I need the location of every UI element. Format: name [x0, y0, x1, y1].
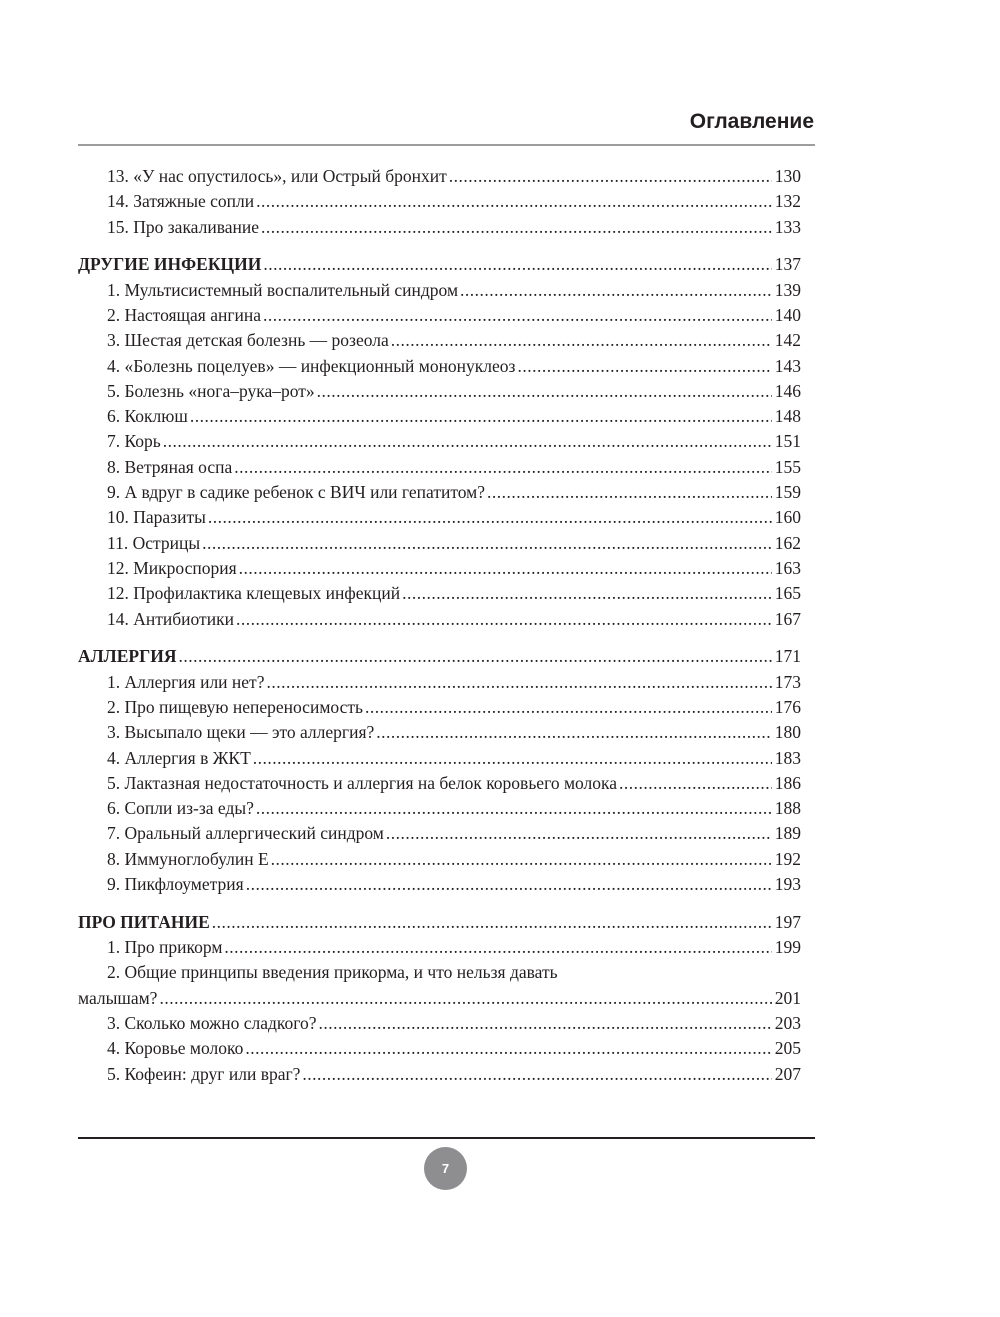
entry-page-number: 186 [774, 772, 801, 793]
toc-section [78, 644, 801, 897]
dot-leader [256, 796, 772, 821]
entry-title: 9. А вдруг в садике ребенок с ВИЧ или гепатитом? [107, 482, 486, 503]
entry-page-number: 193 [774, 874, 801, 895]
entry-title: 3. Высыпало щеки — это аллергия? [107, 722, 375, 743]
toc-entry[interactable] [78, 480, 801, 505]
toc-entry[interactable] [78, 821, 801, 846]
entry-page-number: 167 [774, 608, 801, 629]
toc-section [78, 164, 801, 240]
toc-entry[interactable] [78, 847, 801, 872]
toc-entry[interactable] [78, 303, 801, 328]
entry-title: 6. Сопли из-за еды? [107, 798, 254, 819]
entry-page-number: 171 [774, 646, 801, 667]
entry-page-number: 162 [774, 532, 801, 553]
dot-leader [263, 252, 771, 277]
entry-title: 14. Затяжные сопли [107, 191, 255, 212]
dot-leader [253, 746, 772, 771]
entry-page-number: 188 [774, 798, 801, 819]
footer-rule [78, 1137, 815, 1139]
entry-title: 12. Профилактика клещевых инфекций [107, 583, 401, 604]
dot-leader [376, 720, 771, 745]
dot-leader [517, 354, 771, 379]
entry-page-number: 165 [774, 583, 801, 604]
entry-title: 5. Кофеин: друг или враг? [107, 1063, 301, 1084]
dot-leader [208, 505, 772, 530]
entry-title: 8. Иммуноглобулин Е [107, 848, 269, 869]
toc-entry[interactable] [78, 455, 801, 480]
toc-entry[interactable] [78, 695, 801, 720]
dot-leader [460, 278, 772, 303]
entry-page-number: 137 [774, 254, 801, 275]
entry-page-number: 143 [774, 355, 801, 376]
toc-entry[interactable] [78, 960, 801, 985]
dot-leader [202, 531, 772, 556]
dot-leader [402, 581, 772, 606]
toc-entry[interactable] [78, 1036, 801, 1061]
entry-title: 4. Коровье молоко [107, 1038, 244, 1059]
entry-title: 11. Острицы [107, 532, 201, 553]
entry-page-number: 142 [774, 330, 801, 351]
entry-page-number: 132 [774, 191, 801, 212]
entry-title: 10. Паразиты [107, 507, 206, 528]
dot-leader [190, 404, 772, 429]
entry-title: 5. Лактазная недостаточность и аллергия на белок коровьего молока [107, 772, 618, 793]
entry-title: 1. Мультисистемный воспалительный синдром [107, 279, 459, 300]
toc-section-heading[interactable] [78, 910, 801, 935]
entry-page-number: 146 [774, 380, 801, 401]
dot-leader [236, 607, 772, 632]
entry-title: 3. Сколько можно сладкого? [107, 1013, 317, 1033]
entry-page-number: 199 [774, 937, 801, 958]
entry-title: 15. Про закаливание [107, 216, 259, 237]
toc-section [78, 252, 801, 631]
toc-entry[interactable] [78, 796, 801, 821]
dot-leader [239, 556, 772, 581]
toc-entry[interactable] [78, 556, 801, 581]
dot-leader [212, 910, 772, 935]
toc-entry[interactable] [78, 328, 801, 353]
toc-entry[interactable] [78, 278, 801, 303]
entry-title: 7. Оральный аллергический синдром [107, 823, 384, 844]
dot-leader [266, 670, 771, 695]
entry-title: 9. Пикфлоуметрия [107, 874, 244, 895]
toc-entry[interactable] [78, 746, 801, 771]
dot-leader [245, 1036, 771, 1061]
entry-page-number: 203 [774, 1013, 801, 1033]
entry-page-number: 207 [774, 1063, 801, 1084]
dot-leader [619, 771, 772, 796]
entry-page-number: 140 [774, 304, 801, 325]
entry-title: 2. Общие принципы введения прикорма, и что нельзя давать [107, 962, 558, 983]
header-rule [78, 144, 815, 146]
entry-page-number: 151 [774, 431, 801, 452]
toc-entry-continuation[interactable] [78, 986, 801, 1011]
entry-title: малышам? [78, 987, 158, 1008]
toc-entry[interactable] [78, 215, 801, 240]
entry-page-number: 180 [774, 722, 801, 743]
entry-page-number: 173 [774, 671, 801, 692]
entry-title: 12. Микроспория [107, 557, 237, 578]
dot-leader [261, 215, 772, 240]
toc-entry[interactable] [78, 720, 801, 745]
entry-page-number: 148 [774, 406, 801, 427]
entry-title: 14. Антибиотики [107, 608, 234, 629]
entry-page-number: 139 [774, 279, 801, 300]
entry-title: ДРУГИЕ ИНФЕКЦИИ [78, 254, 262, 275]
toc-entry[interactable] [78, 379, 801, 404]
dot-leader [224, 935, 771, 960]
entry-page-number: 205 [774, 1038, 801, 1059]
running-header-title: Оглавление [689, 110, 814, 133]
entry-title: ПРО ПИТАНИЕ [78, 911, 210, 932]
dot-leader [317, 379, 772, 404]
toc-entry[interactable] [78, 429, 801, 454]
toc-entry[interactable] [78, 771, 801, 796]
page-number-badge: 7 [424, 1147, 467, 1190]
dot-leader [302, 1062, 771, 1087]
entry-title: 3. Шестая детская болезнь — розеола [107, 330, 389, 351]
entry-title: 2. Настоящая ангина [107, 304, 262, 325]
entry-page-number: 130 [774, 166, 801, 186]
toc-entry[interactable] [78, 872, 801, 897]
entry-title: 4. «Болезнь поцелуев» — инфекционный мононуклеоз [107, 355, 516, 376]
dot-leader [386, 821, 772, 846]
dot-leader [178, 644, 771, 669]
entry-page-number: 201 [774, 987, 801, 1008]
dot-leader [449, 164, 772, 189]
dot-leader [319, 1011, 772, 1036]
toc-entry[interactable] [78, 607, 801, 632]
dot-leader [271, 847, 772, 872]
entry-page-number: 163 [774, 557, 801, 578]
entry-title: 2. Про пищевую непереносимость [107, 696, 363, 717]
toc-entry[interactable] [78, 1011, 801, 1036]
entry-page-number: 183 [774, 747, 801, 768]
dot-leader [163, 429, 772, 454]
entry-page-number: 197 [774, 911, 801, 932]
entry-page-number: 155 [774, 456, 801, 477]
entry-page-number: 159 [774, 482, 801, 503]
toc-entry[interactable] [78, 404, 801, 429]
dot-leader [365, 695, 772, 720]
entry-page-number: 192 [774, 848, 801, 869]
toc-entry[interactable] [78, 354, 801, 379]
toc-entry[interactable] [78, 1062, 801, 1087]
entry-title: 5. Болезнь «нога–рука–рот» [107, 380, 315, 401]
dot-leader [487, 480, 772, 505]
toc-entry[interactable] [78, 531, 801, 556]
toc-entry[interactable] [78, 164, 801, 189]
toc-entry[interactable] [78, 935, 801, 960]
entry-title: АЛЛЕРГИЯ [78, 646, 177, 667]
dot-leader [246, 872, 772, 897]
dot-leader [256, 189, 772, 214]
entry-title: 1. Аллергия или нет? [107, 671, 265, 692]
toc-section-heading[interactable] [78, 252, 801, 277]
dot-leader [234, 455, 772, 480]
toc-section [78, 910, 801, 1087]
toc-entry[interactable] [78, 670, 801, 695]
entry-title: 13. «У нас опустилось», или Острый бронхит [107, 166, 447, 186]
entry-title: 8. Ветряная оспа [107, 456, 233, 477]
toc-entry[interactable] [78, 581, 801, 606]
dot-leader [263, 303, 772, 328]
entry-page-number: 133 [774, 216, 801, 237]
entry-title: 7. Корь [107, 431, 161, 452]
dot-leader [159, 986, 771, 1011]
dot-leader [391, 328, 772, 353]
entry-page-number: 160 [774, 507, 801, 528]
entry-title: 1. Про прикорм [107, 937, 223, 958]
entry-page-number: 176 [774, 696, 801, 717]
toc-section-heading[interactable] [78, 644, 801, 669]
entry-page-number: 189 [774, 823, 801, 844]
entry-title: 4. Аллергия в ЖКТ [107, 747, 251, 768]
entry-title: 6. Коклюш [107, 406, 188, 427]
toc-entry[interactable] [78, 505, 801, 530]
table-of-contents [78, 164, 801, 1087]
toc-entry[interactable] [78, 189, 801, 214]
